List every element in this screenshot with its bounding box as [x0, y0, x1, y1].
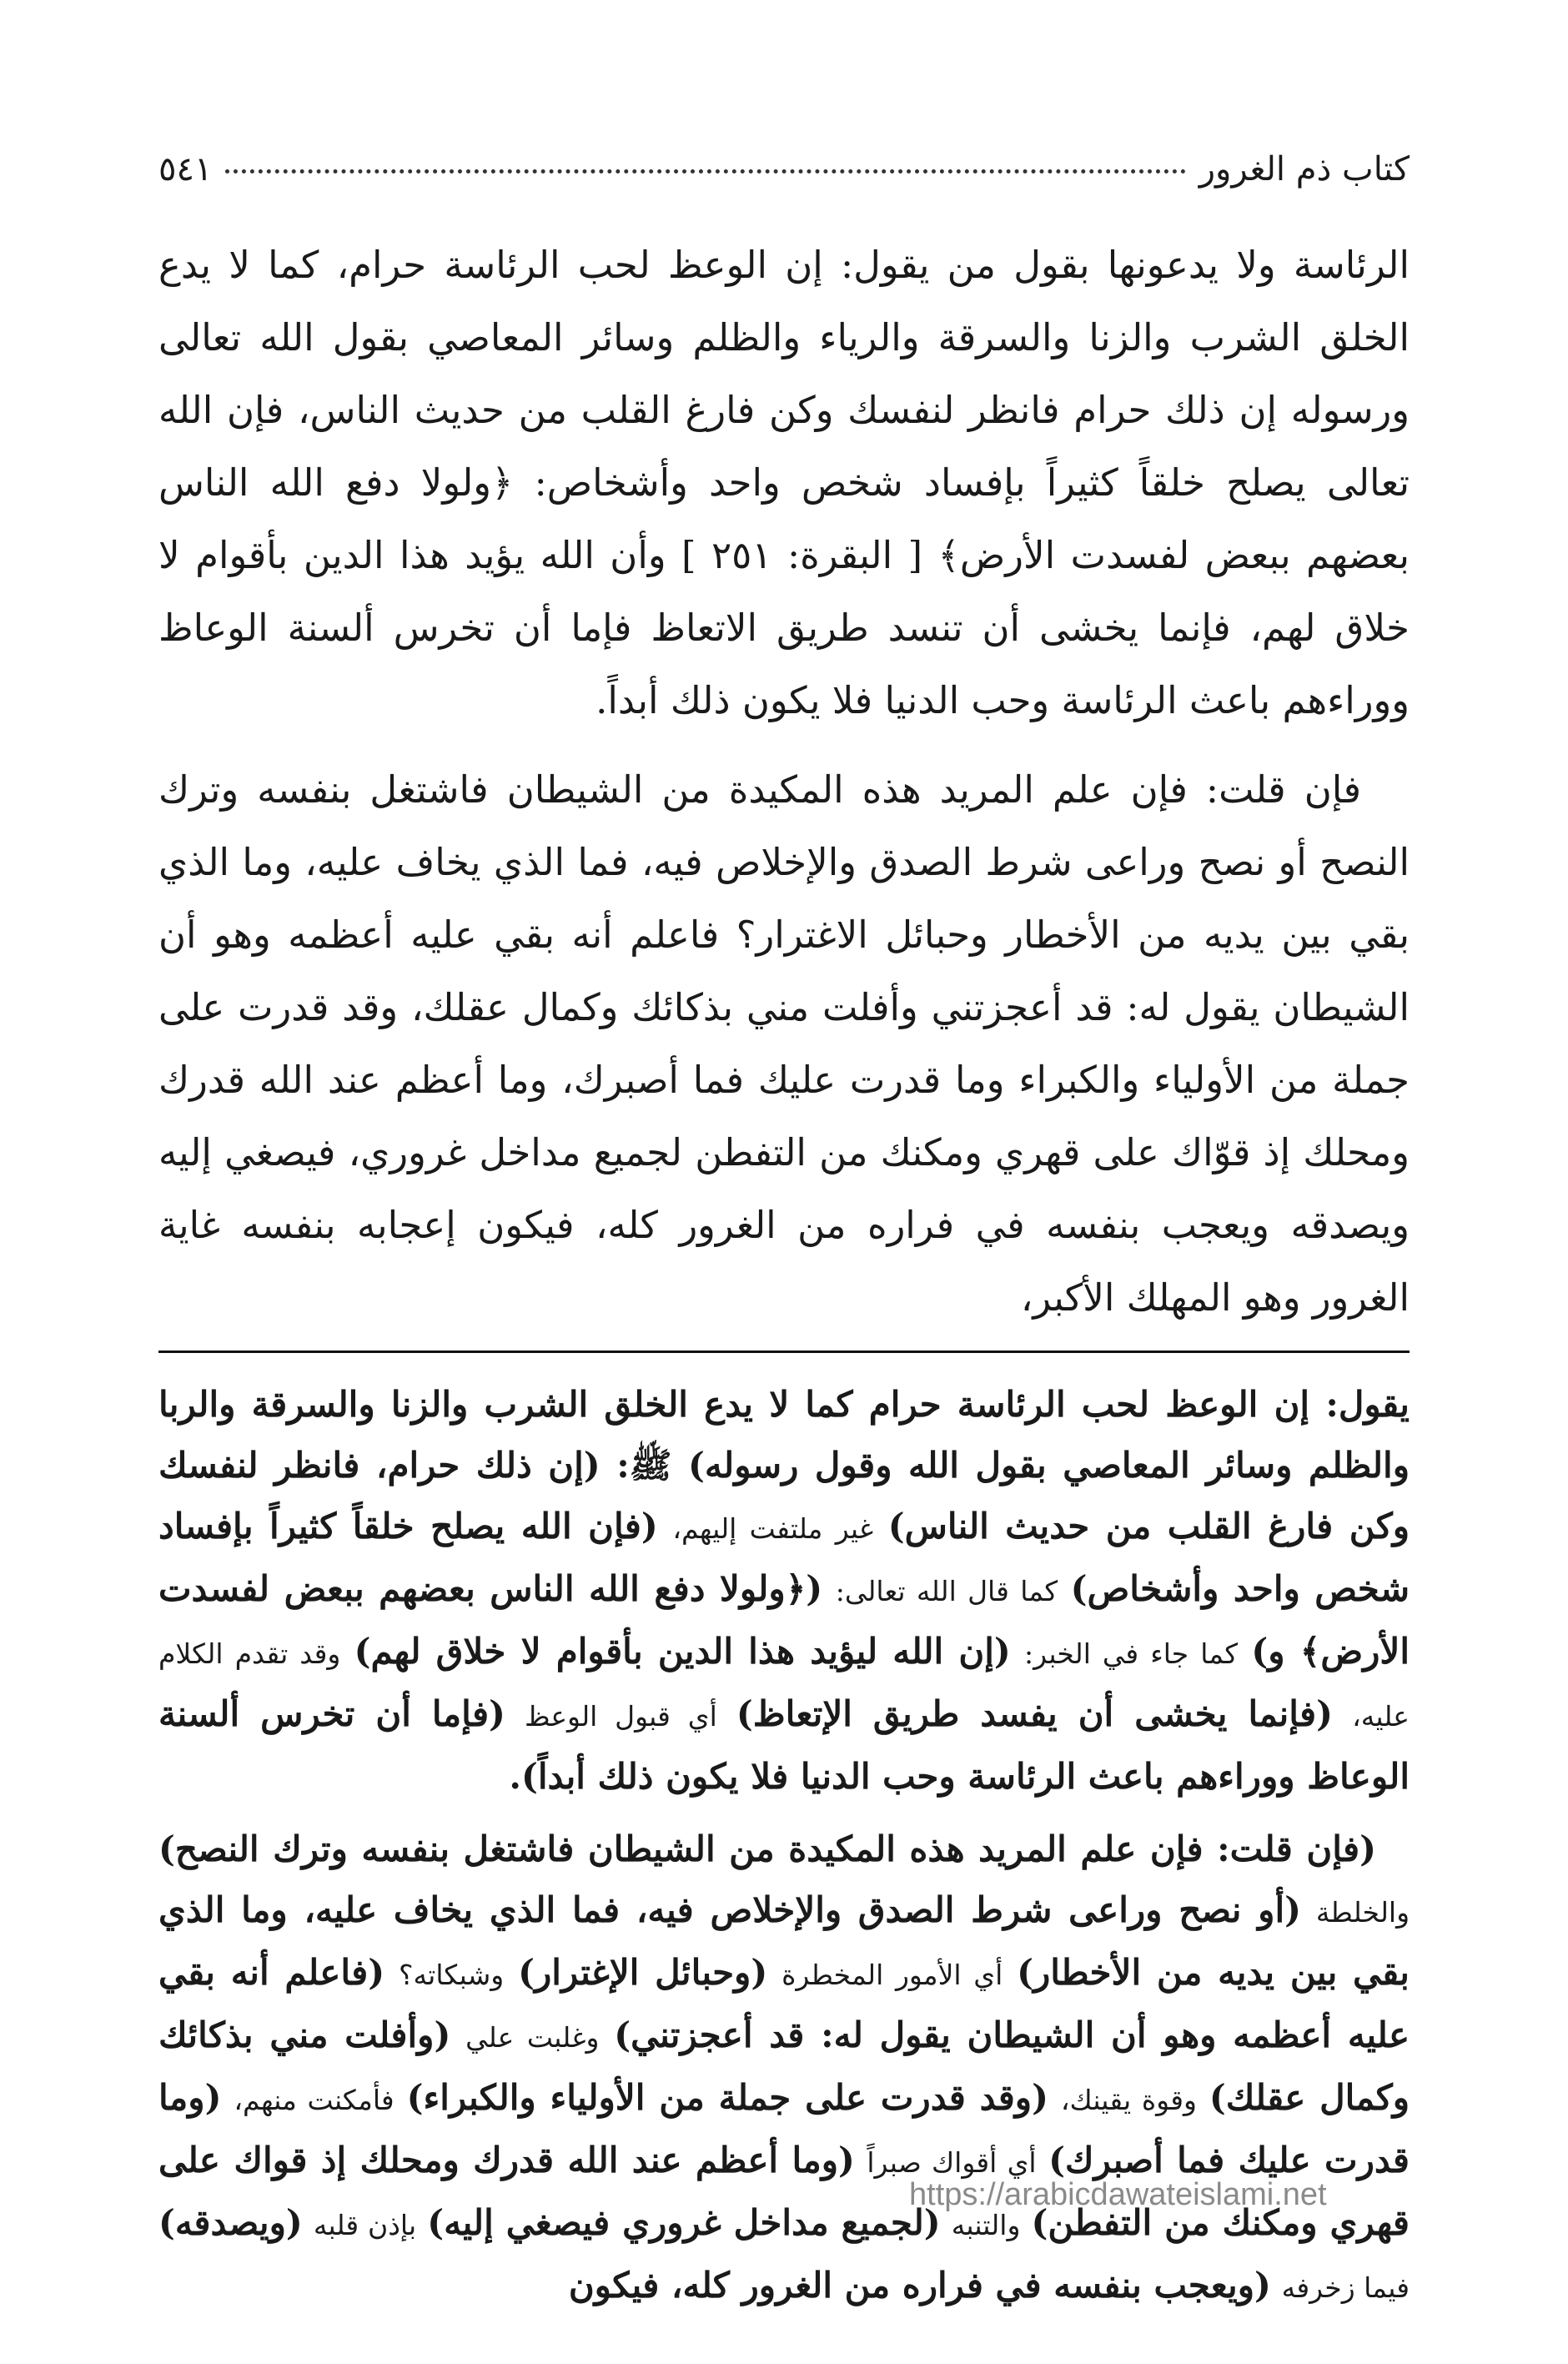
commentary-quote: (وما أعظم عند الله قدرك ومحلك إذ قواك على قهري ومكنك من التفطن) [158, 2140, 1410, 2243]
commentary-quote: (ويصدقه) [158, 2202, 303, 2243]
page-number: ٥٤١ [158, 150, 213, 189]
commentary-gloss: أي قبول الوعظ [525, 1700, 717, 1733]
commentary-gloss: أي الأمور المخطرة [781, 1959, 1003, 1991]
commentary-quote: (فإنما يخشى أن يفسد طريق الإتعاظ) [736, 1693, 1333, 1734]
commentary-quote: (وأفلت مني بذكائك وكمال عقلك) [158, 2014, 1410, 2118]
main-paragraph-1: الرئاسة ولا يدعونها بقول من يقول: إن الوعظ لحب الرئاسة حرام، كما لا يدع الخلق الشرب والزنا والسرقة والرياء والظلم وسائر المعاصي بقول الله تعالى ورسوله إن ذلك حرام فانظر لنفسك وكن فارغ القلب من حديث الناس، فإن الله تعالى يصلح خلقاً كثيراً بإفساد شخص واحد وأشخاص: ﴿ولولا دفع الله الناس بعضهم ببعض لفسدت الأرض﴾ [ البقرة: ٢٥١ ] وأن الله يؤيد هذا الدين بأقوام لا خلاق لهم، فإنما يخشى أن تنسد طريق الاتعاظ فإما أن تخرس ألسنة الوعاظ ووراءهم باعث الرئاسة وحب الدنيا فلا يكون ذلك أبداً. [158, 243, 1410, 722]
commentary-quote: (فإن الله يصلح خلقاً كثيراً بإفساد شخص واحد وأشخاص) [158, 1506, 1410, 1609]
commentary-quote: (ويعجب بنفسه في فراره من الغرور كله، فيكون [568, 2265, 1271, 2306]
commentary-gloss: والخلطة [1315, 1896, 1410, 1929]
running-header [158, 150, 1410, 189]
footnote-separator [158, 1350, 1410, 1353]
commentary-gloss: بإذن قلبه [313, 2209, 417, 2241]
commentary-quote: (لجميع مداخل غروري فيصغي إليه) [427, 2202, 941, 2243]
commentary-quote: (فإن قلت: فإن علم المريد هذه المكيدة من الشيطان فاشتغل بنفسه وترك النصح) [158, 1828, 1376, 1869]
commentary-paragraph-1 [158, 1375, 1410, 1808]
commentary-quote: (وقد قدرت على جملة من الأولياء والكبراء) [406, 2077, 1048, 2118]
commentary-gloss: أي أقواك صبراً [867, 2146, 1037, 2179]
commentary-quote: (وحبائل الإغترار) [518, 1952, 768, 1993]
commentary-quote: (فإما أن تخرس ألسنة الوعاظ ووراءهم باعث الرئاسة وحب الدنيا فلا يكون ذلك أبداً). [158, 1693, 1410, 1797]
commentary-gloss: فيما زخرفه [1281, 2271, 1410, 2304]
watermark-url: https://arabicdawateislami.net [909, 2177, 1327, 2212]
commentary-quote: (وما قدرت عليك فما أصبرك) [158, 2077, 1410, 2180]
commentary-quote: يقول: إن الوعظ لحب الرئاسة حرام كما لا يدع الخلق الشرب والزنا والسرقة والربا والظلم وسائر المعاصي بقول الله وقول رسوله) ﷺ: (إن ذلك حرام، فانظر لنفسك وكن فارغ القلب من حديث الناس) [158, 1384, 1410, 1547]
commentary-gloss: كما قال الله تعالى: [835, 1575, 1058, 1607]
header-title: كتاب ذم الغرور [1199, 150, 1410, 189]
commentary-gloss: فأمكنت منهم، [234, 2084, 395, 2116]
commentary-quote: (﴿ولولا دفع الله الناس بعضهم ببعض لفسدت الأرض﴾ و) [158, 1568, 1410, 1672]
commentary-gloss: وقوة يقينك، [1060, 2084, 1197, 2116]
commentary-gloss: غير ملتفت إليهم، [672, 1512, 874, 1545]
commentary-quote: (فاعلم أنه بقي عليه أعظمه وهو أن الشيطان يقول له: قد أعجزتني) [158, 1952, 1410, 2055]
main-text [158, 229, 1410, 1334]
main-paragraph-2: فإن قلت: فإن علم المريد هذه المكيدة من الشيطان فاشتغل بنفسه وترك النصح أو نصح وراعى شرط الصدق والإخلاص فيه، فما الذي يخاف عليه، وما الذي بقي بين يديه من الأخطار وحبائل الاغترار؟ فاعلم أنه بقي عليه أعظمه وهو أن الشيطان يقول له: قد أعجزتني وأفلت مني بذكائك وكمال عقلك، وقد قدرت على جملة من الأولياء والكبراء وما قدرت عليك فما أصبرك، وما أعظم عند الله قدرك ومحلك إذ قوّاك على قهري ومكنك من التفطن لجميع مداخل غروري، فيصغي إليه ويصدقه ويعجب بنفسه في فراره من الغرور كله، فيكون إعجابه بنفسه غاية الغرور وهو المهلك الأكبر، [158, 767, 1410, 1320]
commentary-gloss: والتنبه [951, 2209, 1021, 2241]
commentary-gloss: وغلبت علي [465, 2021, 600, 2054]
commentary-gloss: وقد تقدم الكلام عليه، [158, 1637, 1410, 1733]
commentary-quote: (أو نصح وراعى شرط الصدق والإخلاص فيه، فما الذي يخاف عليه، وما الذي بقي بين يديه من الأخطار) [158, 1889, 1410, 1993]
commentary-gloss: كما جاء في الخبر: [1024, 1637, 1239, 1670]
commentary-quote: (إن الله ليؤيد هذا الدين بأقوام لا خلاق لهم) [354, 1631, 1011, 1672]
commentary-paragraph-2 [158, 1819, 1410, 2318]
header-dot-leader [225, 169, 1185, 174]
commentary-gloss: وشبكاته؟ [398, 1959, 505, 1991]
